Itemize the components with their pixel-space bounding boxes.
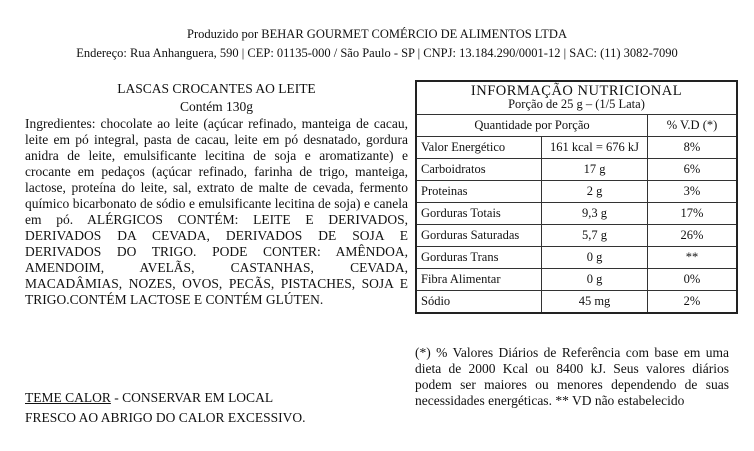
nutrient-qty: 5,7 g [542,225,648,247]
nutrient-name: Carboidratos [416,159,542,181]
nutrient-name: Sódio [416,291,542,314]
nutrition-row [416,291,737,314]
nutrient-qty: 0 g [542,269,648,291]
col-vd-header: % V.D (*) [648,115,738,137]
nutrient-name: Gorduras Saturadas [416,225,542,247]
nutrient-vd: 3% [648,181,738,203]
nutrition-table [415,80,738,314]
producer-line: Produzido por BEHAR GOURMET COMÉRCIO DE ALIMENTOS LTDA [187,27,567,41]
nutrient-vd: 8% [648,137,738,159]
nutrient-vd: 26% [648,225,738,247]
nutrient-qty: 45 mg [542,291,648,314]
nutrient-name: Valor Energético [416,137,542,159]
nutrient-name: Fibra Alimentar [416,269,542,291]
nutrition-title: INFORMAÇÃO NUTRICIONAL [470,83,683,99]
nutrition-row [416,203,737,225]
nutrition-row [416,137,737,159]
nutrient-name: Proteinas [416,181,542,203]
nutrition-header [416,81,737,115]
storage-warning [25,388,306,428]
nutrient-qty: 0 g [542,247,648,269]
nutrition-row [416,269,737,291]
nutrient-qty: 17 g [542,159,648,181]
nutrient-vd: 6% [648,159,738,181]
nutrient-vd: ** [648,247,738,269]
nutrition-row [416,159,737,181]
warning-text: - CONSERVAR EM LOCAL [110,390,274,405]
nutrient-name: Gorduras Trans [416,247,542,269]
product-name: LASCAS CROCANTES AO LEITE [117,81,316,96]
ingredients-text: Ingredientes: chocolate ao leite (açúcar refinado, manteiga de cacau, leite em pó integral, pasta de cacau, leite em pó desnatado, gordura anidra de leite, emulsificante lecitina de soja e aromatizante) e crocante em pedaços (açúcar refinado, farinha de trigo, manteiga, lactose, proteína do leite, sal, extrato de malte de cevada, fermento químico bicarbonato de sódio e emulsificante lecitina de soja) e canela em pó. ALÉRGICOS CONTÉM: LEITE E DERIVADOS, DERIVADOS DA CEVADA, DERIVADOS DE SOJA E DERIVADOS DO TRIGO. PODE CONTER: AMÊNDOA, AMENDOIM, AVELÃS, CASTANHAS, CEVADA, MACADÂMIAS, NOZES, OVOS, PECÃS, PISTACHES, SOJA E TRIGO.CONTÉM LACTOSE E CONTÉM GLÚTEN. [25,116,408,307]
product-info [25,80,408,308]
nutrient-vd: 2% [648,291,738,314]
nutrition-row [416,181,737,203]
footnote: (*) % Valores Diários de Referência com base em uma dieta de 2000 Kcal ou 8400 kJ. Seus valores diários podem ser maiores ou menores dependendo de suas necessidades energéticas. ** VD não estabelecido [415,345,729,408]
nutrient-vd: 0% [648,269,738,291]
portion-text: Porção de 25 g – (1/5 Lata) [508,97,645,111]
product-content: Contém 130g [179,99,254,114]
nutrient-vd: 17% [648,203,738,225]
address-line: Endereço: Rua Anhanguera, 590 | CEP: 01135-000 / São Paulo - SP | CNPJ: 13.184.290/0001-12 | SAC: (11) 3082-7090 [76,46,678,60]
nutrient-qty: 2 g [542,181,648,203]
warning-heat: TEME CALOR [25,390,111,405]
nutrient-qty: 9,3 g [542,203,648,225]
nutrition-row [416,225,737,247]
nutrient-qty: 161 kcal = 676 kJ [542,137,648,159]
warning-text-2: FRESCO AO ABRIGO DO CALOR EXCESSIVO. [25,410,306,425]
nutrition-row [416,247,737,269]
nutrient-name: Gorduras Totais [416,203,542,225]
col-qty-header: Quantidade por Porção [416,115,648,137]
